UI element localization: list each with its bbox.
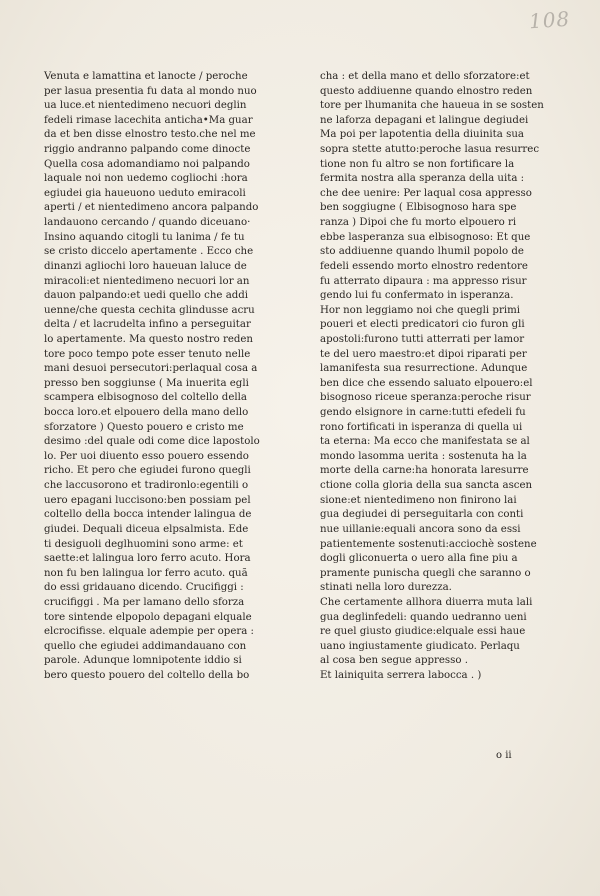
text-line: Et lainiquita serrera labocca . ) (320, 669, 482, 681)
text-line: sforzatore ) Questo pouero e cristo me (44, 421, 244, 433)
text-line: fu atterrato dipaura : ma appresso risur (320, 275, 527, 287)
text-line: miracoli:et nientedimeno necuori lor an (44, 275, 250, 287)
text-line: se cristo diccelo apertamente . Ecco che (44, 246, 254, 258)
text-line: Hor non leggiamo noi che quegli primi (320, 304, 520, 316)
text-line: re quel giusto giudice:elquale essi haue (320, 626, 526, 638)
text-line: mani desuoi persecutori:perlaqual cosa a (44, 363, 258, 375)
text-line: Quella cosa adomandiamo noi palpando (44, 158, 250, 170)
text-line: non fu ben lalingua lor ferro acuto. quã (44, 567, 248, 579)
text-line: riggio andranno palpando come dinocte (44, 144, 251, 156)
text-line: aperti / et nientedimeno ancora palpando (44, 202, 259, 214)
text-line: crucifiggi . Ma per lamano dello sforza (44, 596, 245, 608)
text-line: tione non fu altro se non fortificare la (320, 158, 515, 170)
text-line: presso ben soggiunse ( Ma inuerita egli (44, 377, 249, 389)
text-line: parole. Adunque lomnipotente iddio si (44, 655, 242, 667)
text-line: fedeli rimase lacechita anticha•Ma guar (44, 114, 253, 126)
text-line: landauono cercando / quando diceuano· (44, 217, 251, 229)
text-line: te del uero maestro:et dipoi riparati per (320, 348, 527, 360)
text-line: laquale noi non uedemo cogliochi :hora (44, 173, 248, 185)
text-line: scampera elbisognoso del coltello della (44, 392, 247, 404)
text-line: bero questo pouero del coltello della bo (44, 669, 250, 681)
text-line: apostoli:furono tutti atterrati per lamor (320, 333, 525, 345)
text-line: tore per lhumanita che haueua in se sosten (320, 100, 544, 112)
text-line: richo. Et pero che egiudei furono quegli (44, 465, 251, 477)
text-line: dinanzi agliochi loro haueuan laluce de (44, 260, 247, 272)
text-line: patientemente sostenuti:acciochè sostene (320, 538, 537, 550)
text-line: tore poco tempo pote esser tenuto nelle (44, 348, 251, 360)
text-line: tore sintende elpopolo depagani elquale (44, 611, 252, 623)
text-line: gendo elsignore in carne:tutti efedeli fu (320, 407, 526, 419)
text-line: stinati nella loro durezza. (320, 582, 452, 594)
text-line: ctione colla gloria della sua sancta ascen (320, 480, 533, 492)
signature-mark: o ii (496, 750, 512, 761)
text-line: rono fortificati in isperanza di quella ui (320, 421, 523, 433)
text-line: coltello della bocca intender lalingua de (44, 509, 252, 521)
text-line: sione:et nientedimeno non finirono lai (320, 494, 517, 506)
text-line: Ma poi per lapotentia della diuinita sua (320, 129, 524, 141)
text-line: mondo lasomma uerita : sostenuta ha la (320, 450, 527, 462)
text-line: uano ingiustamente giudicato. Perlaqu (320, 640, 520, 652)
text-line: ranza ) Dipoi che fu morto elpouero ri (320, 217, 517, 229)
text-line: uenne/che questa cechita glindusse acru (44, 304, 255, 316)
text-line: che dee uenire: Per laqual cosa appresso (320, 187, 532, 199)
text-line: ne laforza depagani et lalingue degiudei (320, 114, 529, 126)
text-line: pramente punischa quegli che saranno o (320, 567, 531, 579)
text-line: ta eterna: Ma ecco che manifestata se al (320, 436, 530, 448)
text-line: ebbe lasperanza sua elbisognoso: Et que (320, 231, 531, 243)
text-column-left (44, 70, 266, 684)
text-line: morte della carne:ha honorata laresurre (320, 465, 529, 477)
text-line: quello che egiudei addimandauano con (44, 640, 247, 652)
text-line: saette:et lalingua loro ferro acuto. Hora (44, 553, 251, 565)
text-line: lo. Per uoi diuento esso pouero essendo (44, 450, 249, 462)
text-line: fedeli essendo morto elnostro redentore (320, 260, 528, 272)
text-line: delta / et lacrudelta infino a perseguitar (44, 319, 251, 331)
text-line: gendo lui fu confermato in isperanza. (320, 290, 514, 302)
text-line: ben dice che essendo saluato elpouero:el (320, 377, 533, 389)
text-line: cha : et della mano et dello sforzatore:et (320, 71, 530, 82)
text-line: gua degiudei di perseguitarla con conti (320, 509, 524, 521)
text-line: egiudei gia haueuono ueduto emiracoli (44, 187, 246, 199)
text-line: dauon palpando:et uedi quello che addi (44, 290, 249, 302)
text-line: gua deglinfedeli: quando uedranno ueni (320, 611, 527, 623)
text-line: da et ben disse elnostro testo.che nel me (44, 129, 256, 141)
text-line: questo addiuenne quando elnostro reden (320, 85, 533, 97)
text-line: Venuta e lamattina et lanocte / peroche (44, 71, 248, 82)
text-line: ben soggiugne ( Elbisognoso hara spe (320, 202, 517, 214)
text-line: desimo :del quale odi come dice lapostolo (44, 436, 260, 448)
text-line: poueri et electi predicatori cio furon gli (320, 319, 525, 331)
text-line: lo apertamente. Ma questo nostro reden (44, 333, 253, 345)
text-line: al cosa ben segue appresso . (320, 655, 468, 667)
text-line: sopra stette atutto:peroche lasua resurrec (320, 144, 540, 156)
text-line: bocca loro.et elpouero della mano dello (44, 407, 249, 419)
text-line: che laccusorono et tradironlo:egentili o (44, 480, 249, 492)
text-line: giudei. Dequali diceua elpsalmista. Ede (44, 523, 249, 535)
folio-number: 108 (528, 6, 571, 34)
text-line: dogli gliconuerta o uero alla fine piu a (320, 553, 518, 565)
text-line: uero epagani luccisono:ben possiam pel (44, 494, 251, 506)
text-line: sto addiuenne quando lhumil popolo de (320, 246, 524, 258)
text-line: per lasua presentia fu data al mondo nuo (44, 85, 257, 97)
text-line: fermita nostra alla speranza della uita : (320, 173, 525, 185)
text-column-right (320, 70, 542, 684)
text-line: ua luce.et nientedimeno necuori deglin (44, 100, 247, 112)
text-line: Insino aquando citogli tu lanima / fe tu (44, 231, 245, 243)
text-line: elcrocifisse. elquale adempie per opera : (44, 626, 254, 638)
text-line: bisognoso riceue speranza:peroche risur (320, 392, 531, 404)
text-line: Che certamente allhora diuerra muta lali (320, 596, 533, 608)
text-line: ti desiguoli deglhuomini sono arme: et (44, 538, 243, 550)
text-line: nue uillanie:equali ancora sono da essi (320, 523, 521, 535)
text-line: lamanifesta sua resurrectione. Adunque (320, 363, 528, 375)
text-line: do essi gridauano dicendo. Crucifiggi : (44, 582, 244, 594)
